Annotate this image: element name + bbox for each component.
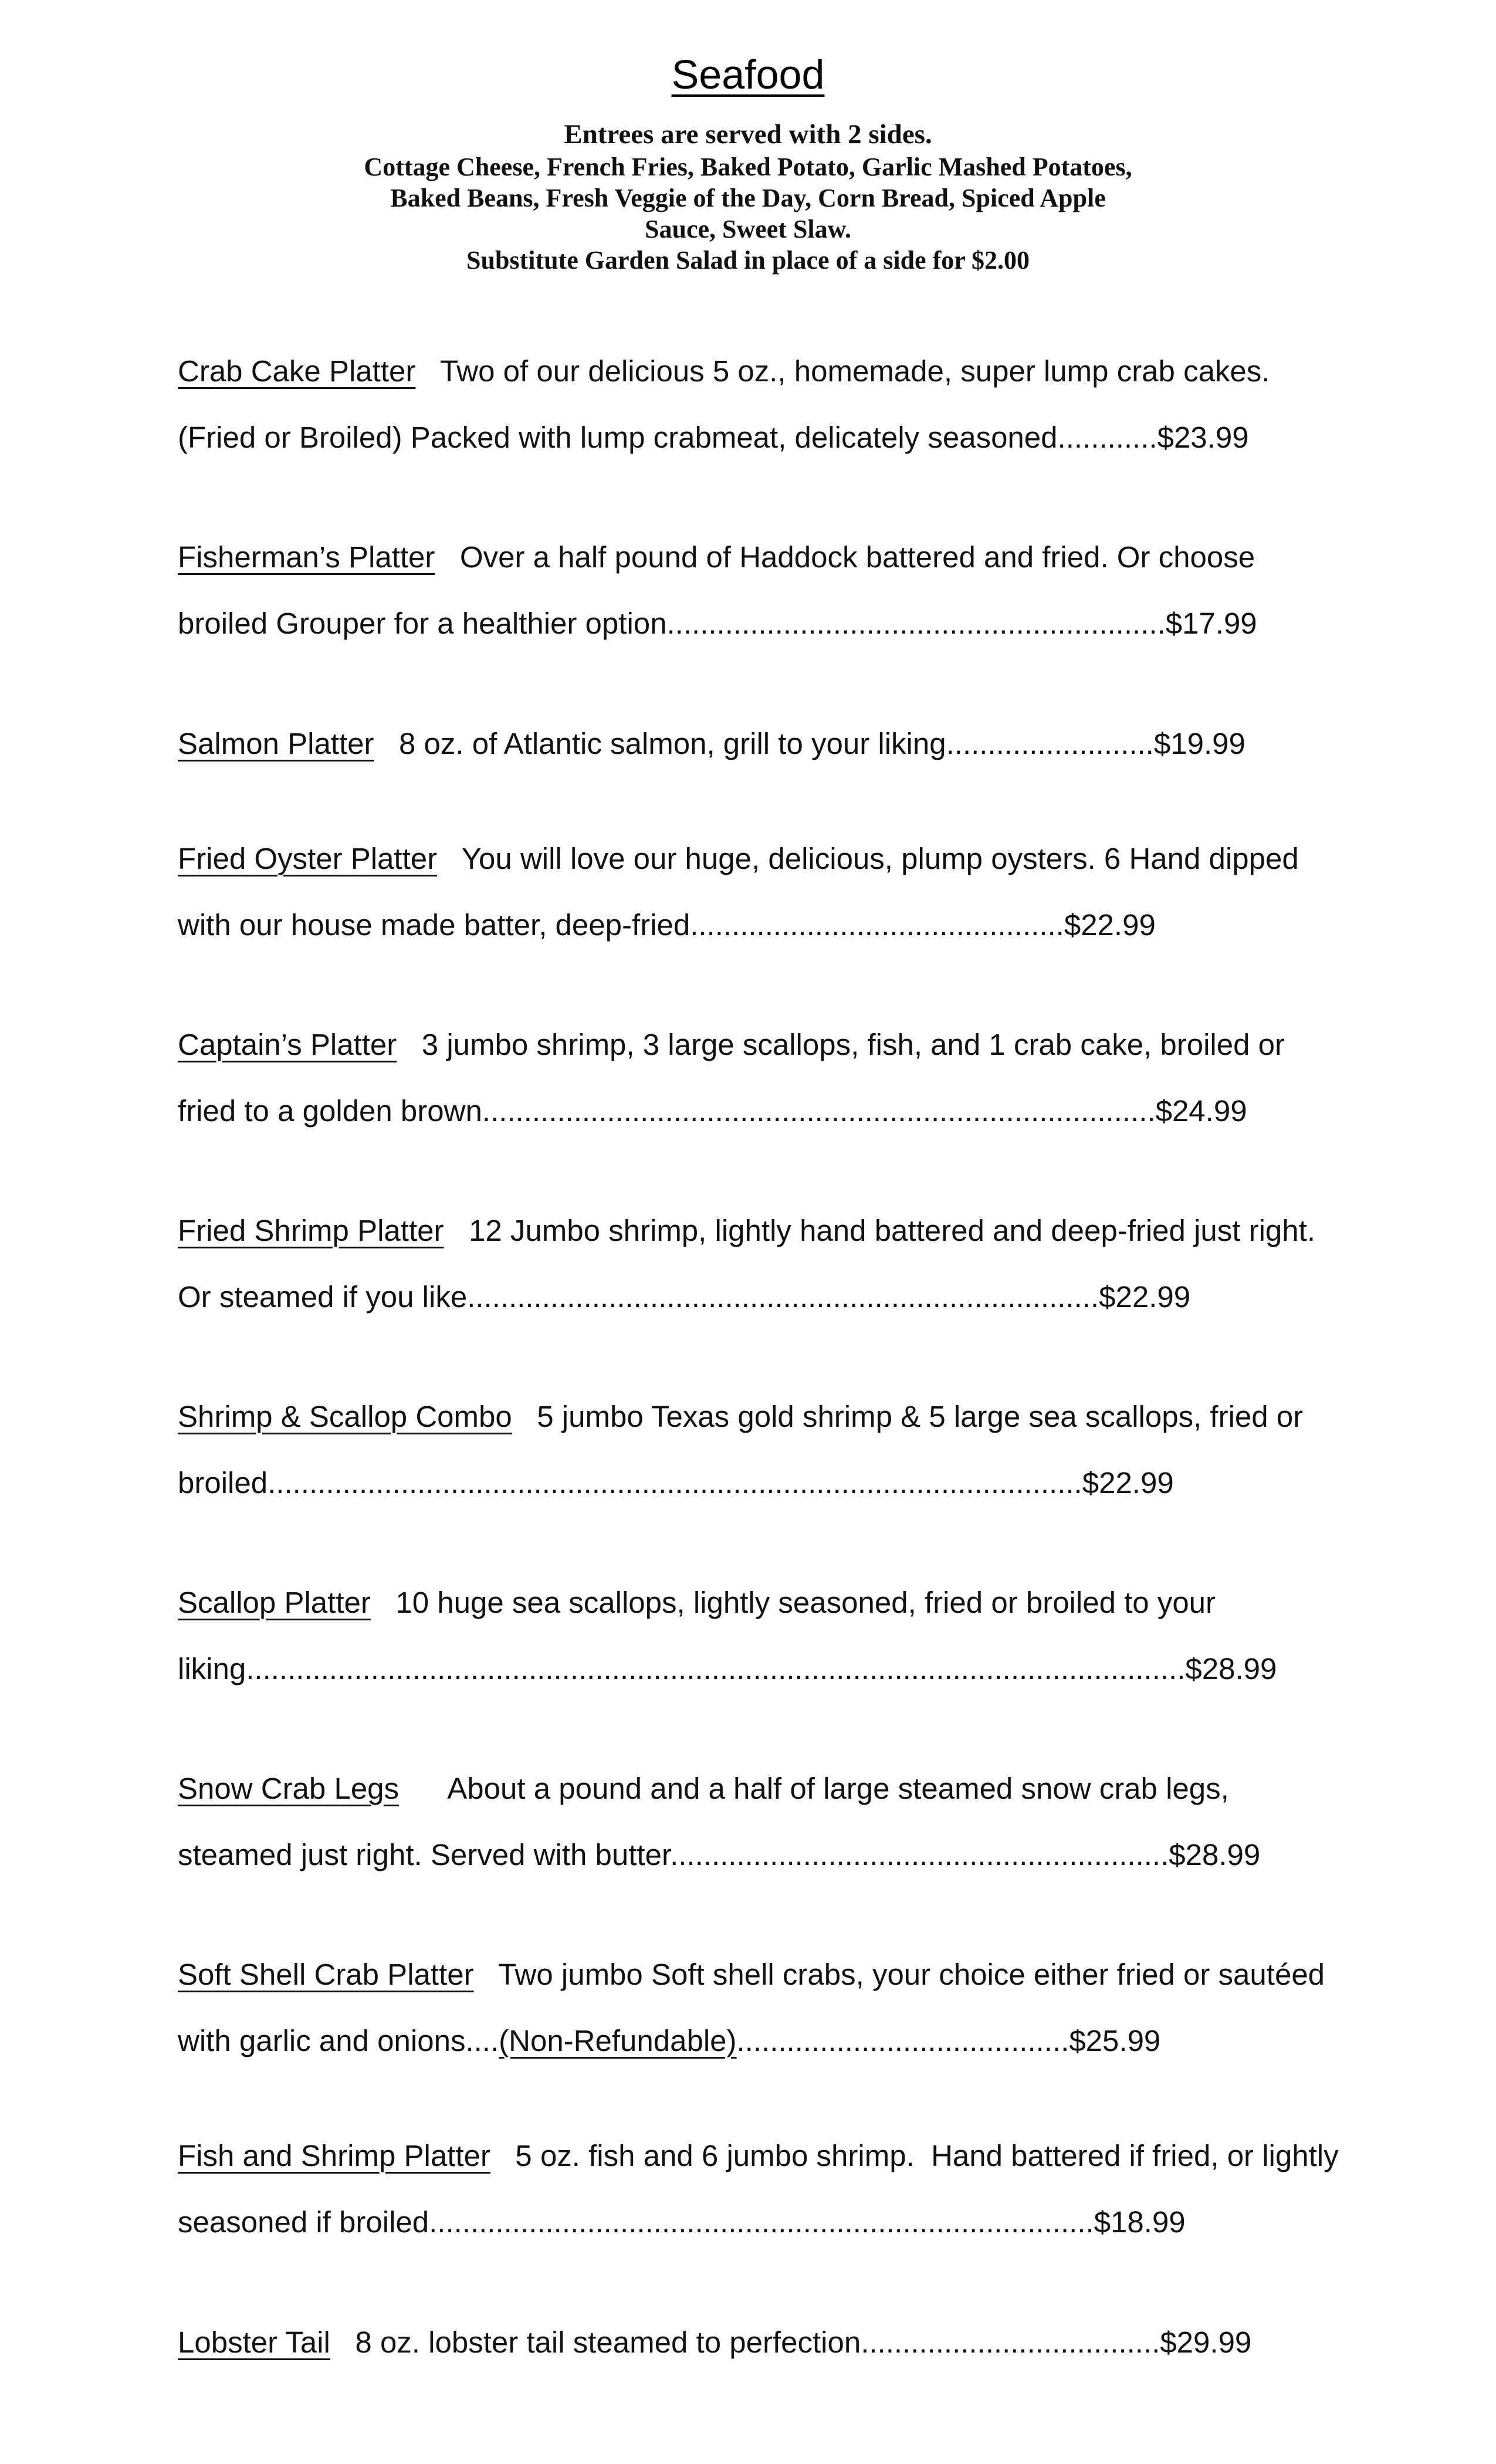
item-name: Snow Crab Legs	[178, 1772, 400, 1805]
item-line-1	[178, 540, 1255, 575]
item-name: Captain’s Platter	[178, 1028, 397, 1061]
sides-info	[0, 117, 1496, 276]
leader-dots: .........................	[946, 727, 1154, 760]
title-text: Seafood	[671, 52, 825, 97]
item-line-2	[178, 420, 1249, 455]
item-description: Two of our delicious 5 oz., homemade, super lump crab cakes.	[439, 354, 1270, 388]
item-description-cont: broiled Grouper for a healthier option	[178, 607, 667, 640]
item-price: $28.99	[1185, 1652, 1277, 1685]
item-price: $22.99	[1082, 1466, 1174, 1500]
item-line-1	[178, 1771, 1229, 1806]
item-description: 12 Jumbo shrimp, lightly hand battered and deep-fried just right.	[469, 1214, 1315, 1247]
leader-dots: .............................................	[690, 908, 1064, 942]
item-name: Fish and Shrimp Platter	[178, 2139, 490, 2172]
item-line-1	[178, 2325, 1251, 2360]
non-refundable-note: (Non-Refundable)	[499, 2024, 737, 2057]
item-price: $23.99	[1157, 421, 1249, 454]
leader-dots: ....................................	[861, 2326, 1160, 2359]
item-line-2	[178, 1094, 1247, 1129]
item-name: Fisherman’s Platter	[178, 540, 435, 574]
leader-dots: ............................................................................	[467, 1280, 1099, 1314]
sides-line-1: Cottage Cheese, French Fries, Baked Potato, Garlic Mashed Potatoes,	[364, 153, 1132, 181]
item-line-2	[178, 1651, 1277, 1687]
item-description: 5 jumbo Texas gold shrimp & 5 large sea scallops, fried or	[537, 1400, 1304, 1433]
item-name: Fried Shrimp Platter	[178, 1214, 444, 1247]
item-line-2	[178, 606, 1257, 641]
item-description-cont: seasoned if broiled	[178, 2205, 429, 2239]
sides-heading: Entrees are served with 2 sides.	[564, 119, 932, 150]
item-price: $28.99	[1169, 1838, 1261, 1871]
item-description-cont: broiled	[178, 1466, 268, 1500]
item-line-2	[178, 2205, 1186, 2240]
item-description: You will love our huge, delicious, plump oysters. 6 Hand dipped	[461, 842, 1299, 875]
item-line-1	[178, 354, 1270, 389]
item-price: $18.99	[1094, 2205, 1186, 2239]
item-description-cont: liking	[178, 1652, 246, 1685]
item-description-cont: (Fried or Broiled) Packed with lump crabmeat, delicately seasoned	[178, 421, 1058, 454]
item-price: $19.99	[1153, 727, 1245, 760]
leader-dots: ..................................................................................................	[268, 1466, 1082, 1500]
sides-line-2: Baked Beans, Fresh Veggie of the Day, Corn Bread, Spiced Apple	[390, 184, 1106, 212]
item-line-2	[178, 1465, 1174, 1501]
item-description: Over a half pound of Haddock battered and fried. Or choose	[459, 540, 1255, 574]
item-description: 3 jumbo shrimp, 3 large scallops, fish, and 1 crab cake, broiled or	[421, 1028, 1285, 1061]
page-title	[0, 48, 1496, 101]
leader-dots: ............	[1057, 421, 1157, 454]
item-line-1	[178, 726, 1245, 761]
substitute-note: Substitute Garden Salad in place of a side for $2.00	[466, 246, 1030, 275]
item-line-1	[178, 1585, 1216, 1620]
item-line-2	[178, 908, 1156, 943]
item-line-1	[178, 1027, 1285, 1062]
item-line-2	[178, 1280, 1190, 1315]
item-line-2	[178, 1837, 1260, 1873]
item-description: 8 oz. of Atlantic salmon, grill to your liking	[399, 727, 946, 760]
leader-dots: .................................................................................................................	[246, 1652, 1186, 1685]
item-description: About a pound and a half of large steamed snow crab legs,	[447, 1772, 1229, 1805]
item-price: $25.99	[1069, 2024, 1161, 2057]
item-description-cont: steamed just right. Served with butter	[178, 1838, 671, 1871]
item-description: 5 oz. fish and 6 jumbo shrimp. Hand battered if fried, or lightly	[515, 2139, 1339, 2172]
leader-dots: ............................................................	[666, 607, 1166, 640]
item-description-cont: with garlic and onions....	[178, 2024, 499, 2057]
item-price: $17.99	[1165, 607, 1257, 640]
item-line-1	[178, 841, 1299, 876]
item-description-cont: Or steamed if you like	[178, 1280, 468, 1314]
leader-dots: .................................................................................	[482, 1094, 1156, 1128]
item-description-cont: with our house made batter, deep-fried	[178, 908, 691, 942]
item-name: Scallop Platter	[178, 1586, 371, 1619]
item-name: Shrimp & Scallop Combo	[178, 1400, 512, 1433]
item-name: Salmon Platter	[178, 727, 374, 760]
item-line-2	[178, 2023, 1160, 2059]
item-name: Fried Oyster Platter	[178, 842, 438, 875]
item-price: $22.99	[1064, 908, 1156, 942]
item-line-1	[178, 1399, 1303, 1434]
item-price: $24.99	[1155, 1094, 1247, 1128]
item-price: $29.99	[1160, 2326, 1252, 2359]
item-description: 10 huge sea scallops, lightly seasoned, fried or broiled to your	[395, 1586, 1216, 1619]
leader-dots: ............................................................	[670, 1838, 1169, 1871]
item-line-1	[178, 1213, 1315, 1248]
item-name: Lobster Tail	[178, 2326, 330, 2359]
item-description: Two jumbo Soft shell crabs, your choice either fried or sautéed	[498, 1958, 1325, 1991]
item-description: 8 oz. lobster tail steamed to perfection	[355, 2326, 861, 2359]
leader-dots: ........................................	[736, 2024, 1069, 2057]
item-description-cont: fried to a golden brown	[178, 1094, 482, 1128]
item-name: Crab Cake Platter	[178, 354, 416, 388]
item-line-1	[178, 2138, 1339, 2174]
item-name: Soft Shell Crab Platter	[178, 1958, 474, 1991]
leader-dots: ................................................................................	[429, 2205, 1094, 2239]
item-price: $22.99	[1099, 1280, 1191, 1314]
sides-line-3: Sauce, Sweet Slaw.	[645, 215, 851, 243]
item-line-1	[178, 1957, 1325, 1992]
